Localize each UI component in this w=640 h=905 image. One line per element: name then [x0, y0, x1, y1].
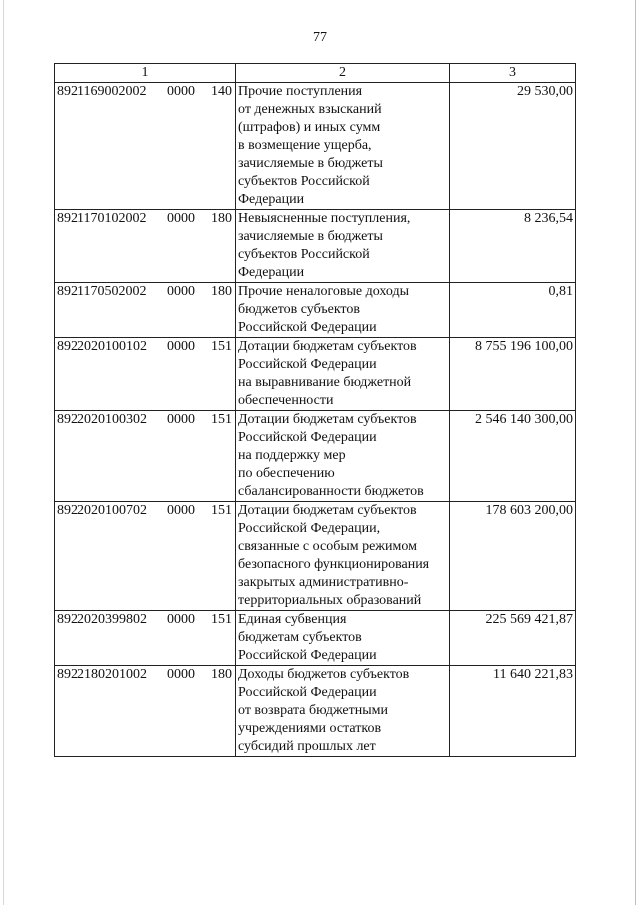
- table-row: [55, 411, 576, 502]
- program-code: 0000: [167, 339, 195, 354]
- amount-cell: 2 546 140 300,00: [450, 411, 576, 502]
- program-code: 0000: [167, 84, 195, 99]
- scan-edge-right: [635, 0, 636, 905]
- description-cell: Дотации бюджетам субъектов Российской Федерации на выравнивание бюджетной обеспеченности: [236, 338, 450, 411]
- classification-code-cell: [55, 666, 236, 757]
- amount-cell: 11 640 221,83: [450, 666, 576, 757]
- table-row: [55, 502, 576, 611]
- program-code: 0000: [167, 612, 195, 627]
- table-row: [55, 83, 576, 210]
- description-cell: Единая субвенция бюджетам субъектов Российской Федерации: [236, 611, 450, 666]
- amount-cell: 0,81: [450, 283, 576, 338]
- program-code: 0000: [167, 412, 195, 427]
- column-header-amount: 3: [450, 64, 576, 83]
- page-number: 77: [313, 30, 327, 45]
- description-cell: Доходы бюджетов субъектов Российской Федерации от возврата бюджетными учреждениями остатков субсидий прошлых лет: [236, 666, 450, 757]
- classification-code-cell: [55, 611, 236, 666]
- column-header-code: 1: [55, 64, 236, 83]
- amount-cell: 29 530,00: [450, 83, 576, 210]
- admin-code: 892: [57, 84, 78, 99]
- revenue-code: 1170102002: [77, 211, 147, 226]
- revenue-code: 1170502002: [77, 284, 147, 299]
- amount-cell: 8 236,54: [450, 210, 576, 283]
- description-cell: Прочие неналоговые доходы бюджетов субъектов Российской Федерации: [236, 283, 450, 338]
- scan-edge-left: [3, 0, 4, 905]
- table-row: [55, 611, 576, 666]
- classification-code-cell: [55, 338, 236, 411]
- kosgu-code: 180: [211, 211, 232, 226]
- table-row: [55, 666, 576, 757]
- classification-code-cell: [55, 283, 236, 338]
- program-code: 0000: [167, 503, 195, 518]
- program-code: 0000: [167, 667, 195, 682]
- admin-code: 892: [57, 412, 78, 427]
- kosgu-code: 151: [211, 503, 232, 518]
- revenue-code: 2020100702: [77, 503, 147, 518]
- kosgu-code: 151: [211, 412, 232, 427]
- admin-code: 892: [57, 211, 78, 226]
- admin-code: 892: [57, 339, 78, 354]
- amount-cell: 8 755 196 100,00: [450, 338, 576, 411]
- admin-code: 892: [57, 284, 78, 299]
- kosgu-code: 180: [211, 284, 232, 299]
- description-cell: Дотации бюджетам субъектов Российской Федерации, связанные с особым режимом безопасного функционирования закрытых административно- территориальных образований: [236, 502, 450, 611]
- table-header-row: [55, 64, 576, 83]
- classification-code-cell: [55, 210, 236, 283]
- kosgu-code: 151: [211, 612, 232, 627]
- amount-cell: 178 603 200,00: [450, 502, 576, 611]
- classification-code-cell: [55, 502, 236, 611]
- admin-code: 892: [57, 503, 78, 518]
- revenue-code: 2020100102: [77, 339, 147, 354]
- kosgu-code: 151: [211, 339, 232, 354]
- admin-code: 892: [57, 667, 78, 682]
- program-code: 0000: [167, 284, 195, 299]
- column-header-description: 2: [236, 64, 450, 83]
- table-row: [55, 283, 576, 338]
- description-cell: Невыясненные поступления, зачисляемые в бюджеты субъектов Российской Федерации: [236, 210, 450, 283]
- classification-code-cell: [55, 83, 236, 210]
- revenue-code: 2020399802: [77, 612, 147, 627]
- description-cell: Прочие поступления от денежных взысканий (штрафов) и иных сумм в возмещение ущерба, зачисляемые в бюджеты субъектов Российской Федерации: [236, 83, 450, 210]
- kosgu-code: 180: [211, 667, 232, 682]
- classification-code-cell: [55, 411, 236, 502]
- budget-revenue-table: [54, 63, 576, 757]
- revenue-code: 1169002002: [77, 84, 147, 99]
- description-cell: Дотации бюджетам субъектов Российской Федерации на поддержку мер по обеспечению сбалансированности бюджетов: [236, 411, 450, 502]
- revenue-code: 2180201002: [77, 667, 147, 682]
- amount-cell: 225 569 421,87: [450, 611, 576, 666]
- kosgu-code: 140: [211, 84, 232, 99]
- table-row: [55, 210, 576, 283]
- table-row: [55, 338, 576, 411]
- revenue-code: 2020100302: [77, 412, 147, 427]
- admin-code: 892: [57, 612, 78, 627]
- program-code: 0000: [167, 211, 195, 226]
